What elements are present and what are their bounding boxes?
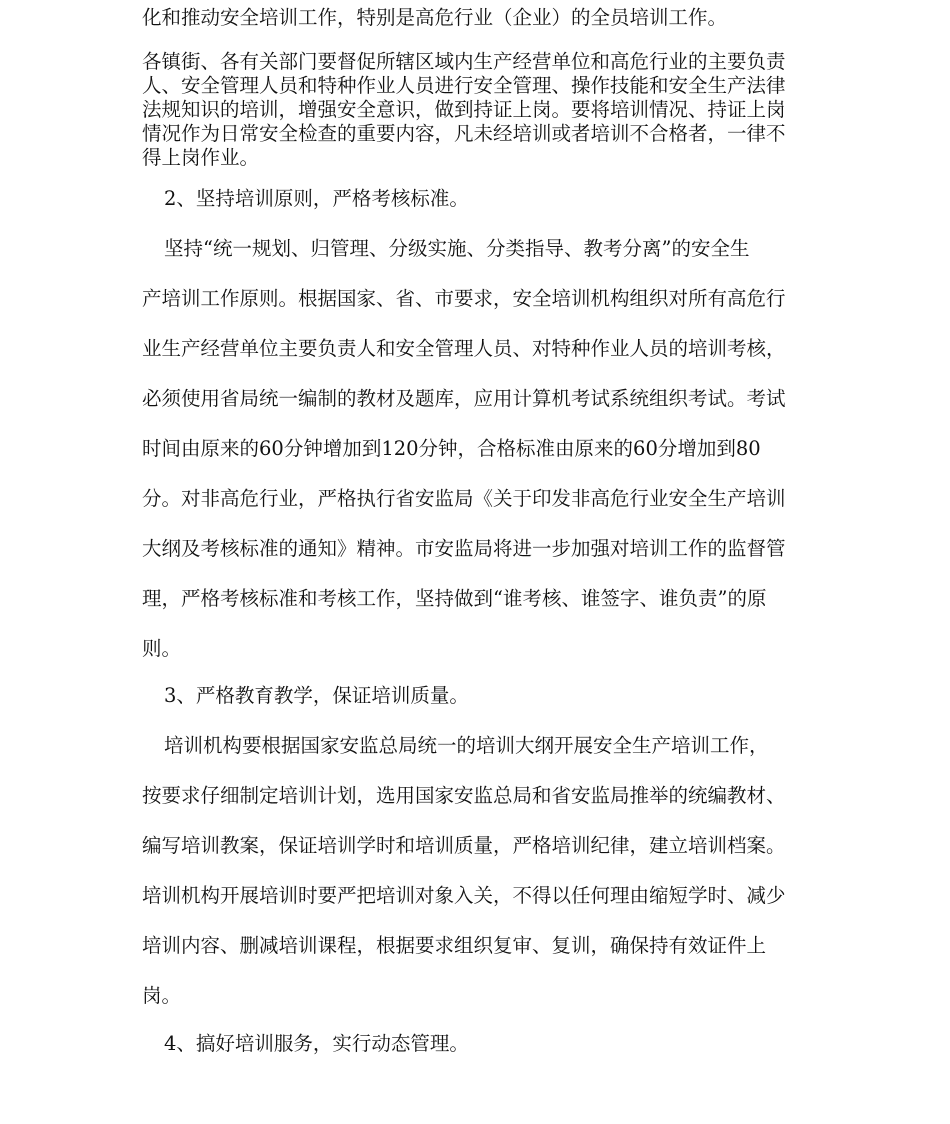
- paragraph-line: 培训机构要根据国家安监总局统一的培训大纲开展安全生产培训工作，: [164, 734, 769, 757]
- paragraph-line: 得上岗作业。: [142, 146, 260, 169]
- section-heading-4: 4、搞好培训服务，实行动态管理。: [164, 1032, 469, 1055]
- paragraph-line: 时间由原来的60分钟增加到120分钟，合格标准由原来的60分增加到80: [142, 437, 761, 460]
- paragraph-line: 坚持“统一规划、归管理、分级实施、分类指导、教考分离”的安全生: [164, 237, 750, 260]
- paragraph-line: 按要求仔细制定培训计划，选用国家安监总局和省安监局推举的统编教材、: [142, 784, 786, 807]
- paragraph-line: 分。对非高危行业，严格执行省安监局《关于印发非高危行业安全生产培训: [142, 487, 786, 510]
- section-heading-2: 2、坚持培训原则，严格考核标准。: [164, 187, 469, 210]
- paragraph-training-principles: [142, 224, 786, 674]
- paragraph-line: 业生产经营单位主要负责人和安全管理人员、对特种作业人员的培训考核，: [142, 337, 786, 360]
- paragraph-line: 编写培训教案，保证培训学时和培训质量，严格培训纪律，建立培训档案。: [142, 834, 786, 857]
- paragraph-line: 培训机构开展培训时要严把培训对象入关，不得以任何理由缩短学时、减少: [142, 884, 786, 907]
- paragraph-line: 产培训工作原则。根据国家、省、市要求，安全培训机构组织对所有高危行: [142, 287, 786, 310]
- paragraph-training-quality: [142, 721, 786, 1021]
- paragraph-line: 培训内容、删减培训课程，根据要求组织复审、复训，确保持有效证件上: [142, 934, 767, 957]
- paragraph-line: 岗。: [142, 984, 182, 1007]
- paragraph-line: 人、安全管理人员和特种作业人员进行安全管理、操作技能和安全生产法律: [142, 74, 786, 97]
- paragraph-supervision: [142, 50, 786, 170]
- paragraph-line: 情况作为日常安全检查的重要内容，凡未经培训或者培训不合格者，一律不: [142, 122, 786, 145]
- paragraph-line: 必须使用省局统一编制的教材及题库，应用计算机考试系统组织考试。考试: [142, 387, 786, 410]
- paragraph-line: 法规知识的培训，增强安全意识，做到持证上岗。要将培训情况、持证上岗: [142, 98, 786, 121]
- paragraph-line: 各镇街、各有关部门要督促所辖区域内生产经营单位和高危行业的主要负责: [142, 50, 786, 73]
- paragraph-line: 理，严格考核标准和考核工作，坚持做到“谁考核、谁签字、谁负责”的原: [142, 587, 767, 610]
- section-heading-3: 3、严格教育教学，保证培训质量。: [164, 684, 469, 707]
- paragraph-line: 则。: [142, 637, 182, 660]
- intro-tail-line: 化和推动安全培训工作，特别是高危行业（企业）的全员培训工作。: [142, 6, 728, 29]
- paragraph-line: 大纲及考核标准的通知》精神。市安监局将进一步加强对培训工作的监督管: [142, 537, 786, 560]
